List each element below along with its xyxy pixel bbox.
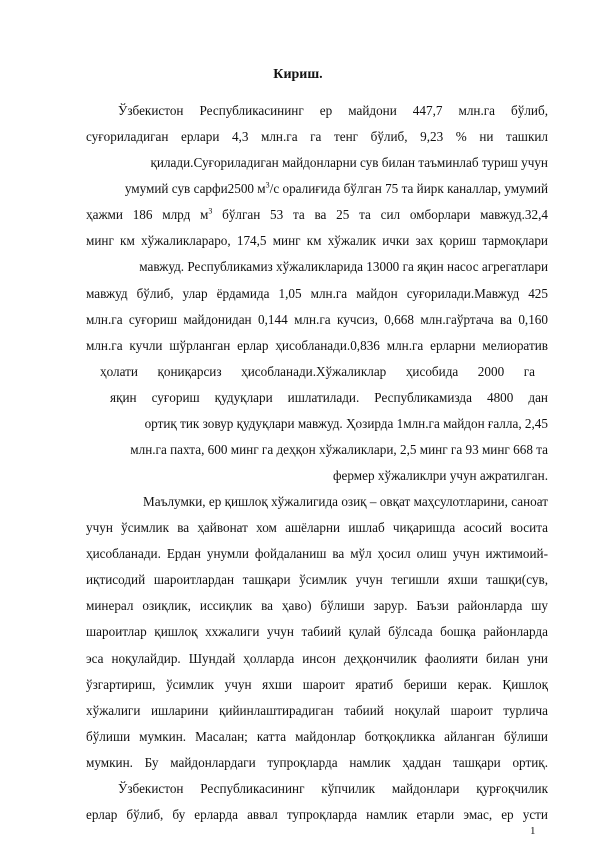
- text-line: Ўзбекистон Республикасининг ер майдони 447,7 млн.га бўлиб,: [118, 103, 548, 118]
- text-line: ўзгартириш, ўсимлик учун яхши шароит яратиб бериши керак. Қишлоқ: [86, 677, 548, 692]
- text-line: минерал озиқлик, иссиқлик ва ҳаво) бўлиши зарур. Баъзи районларда шу: [86, 598, 548, 613]
- text-line: мавжуд. Республикамиз хўжаликларида 13000 га яқин насос агрегатлари: [139, 259, 548, 274]
- text-fragment: ҳажми 186 млрд м: [86, 207, 209, 222]
- text-line: ортиқ тик зовур қудуқлари мавжуд. Ҳозирда 1млн.га майдон ғалла, 2,45: [144, 416, 548, 431]
- text-line: фермер хўжаликлри учун ажратилган.: [333, 468, 548, 483]
- text-fragment: /с оралиғида бўлган 75 та йирк каналлар, умумий: [269, 181, 548, 196]
- text-line: мумкин. Бу майдонлардаги тупроқларда намлик ҳаддан ташқари ортиқ.: [86, 755, 548, 770]
- text-line: млн.га кучли шўрланган ерлар ҳисобланади.0,836 млн.га ерларни мелиоратив: [86, 338, 548, 353]
- text-line: минг км хўжаликлараро, 174,5 минг км хўжалик ички зах қориш тармоқлари: [86, 233, 548, 248]
- text-line: млн.га суғориш майдонидан 0,144 млн.га кучсиз, 0,668 млн.гаўртача ва 0,160: [86, 312, 548, 327]
- text-line: иқтисодий шароитлардан ташқари ўсимлик учун тегишли яхши ташқи(сув,: [86, 572, 548, 587]
- text-line: қилади.Суғориладиган майдонларни сув билан таъминлаб туриш учун: [150, 155, 548, 170]
- text-line: Ўзбекистон Республикасининг кўпчилик майдонлари қурғоқчилик: [118, 781, 548, 796]
- text-line: шароитлар қишлоқ ххжалиги учун табиий қулай бўлсада бошқа районларда: [86, 624, 548, 639]
- text-line: мавжуд бўлиб, улар ёрдамида 1,05 млн.га майдон суғорилади.Мавжуд 425: [86, 286, 548, 301]
- section-title: Кириш.: [273, 67, 323, 82]
- text-fragment: бўлган 53 та ва 25 та сил омборлари мавжуд.32,4: [212, 207, 548, 222]
- text-line: хўжалиги ишларини қийинлаштирадиган табиий ноқулай шароит турлича: [86, 703, 548, 718]
- text-line: эса ноқулайдир. Шундай ҳолларда инсон деҳқончилик фаолияти билан уни: [86, 651, 548, 666]
- text-line: ҳолати қониқарсиз ҳисобланади.Хўжаликлар ҳисобида 2000 га: [100, 364, 535, 379]
- text-line: бўлиши мумкин. Масалан; катта майдонлар ботқоқликка айланган бўлиши: [86, 729, 548, 744]
- text-line: [86, 180, 548, 198]
- text-fragment: умумий сув сарфи2500 м: [124, 181, 266, 196]
- text-line: ерлар бўлиб, бу ерларда аввал тупроқларда намлик етарли эмас, ер усти: [86, 807, 548, 822]
- text-line: [86, 206, 548, 224]
- text-line: суғориладиган ерлари 4,3 млн.га га тенг бўлиб, 9,23 % ни ташкил: [86, 129, 548, 144]
- superscript: 3: [265, 180, 270, 190]
- superscript: 3: [208, 206, 213, 216]
- text-line: учун ўсимлик ва ҳайвонат хом ашёларни ишлаб чиқаришда асосий восита: [86, 520, 548, 535]
- text-line: млн.га пахта, 600 минг га деҳқон хўжаликлари, 2,5 минг га 93 минг 668 та: [130, 442, 548, 457]
- page-number: 1: [530, 825, 536, 837]
- text-line: яқин суғориш қудуқлари ишлатилади. Республикамизда 4800 дан: [110, 390, 548, 405]
- text-line: Маълумки, ер қишлоқ хўжалигида озиқ – овқат маҳсулотларини, саноат: [143, 494, 548, 509]
- text-line: ҳисобланади. Ердан унумли фойдаланиш ва мўл ҳосил олиш учун ижтимоий-: [86, 546, 548, 561]
